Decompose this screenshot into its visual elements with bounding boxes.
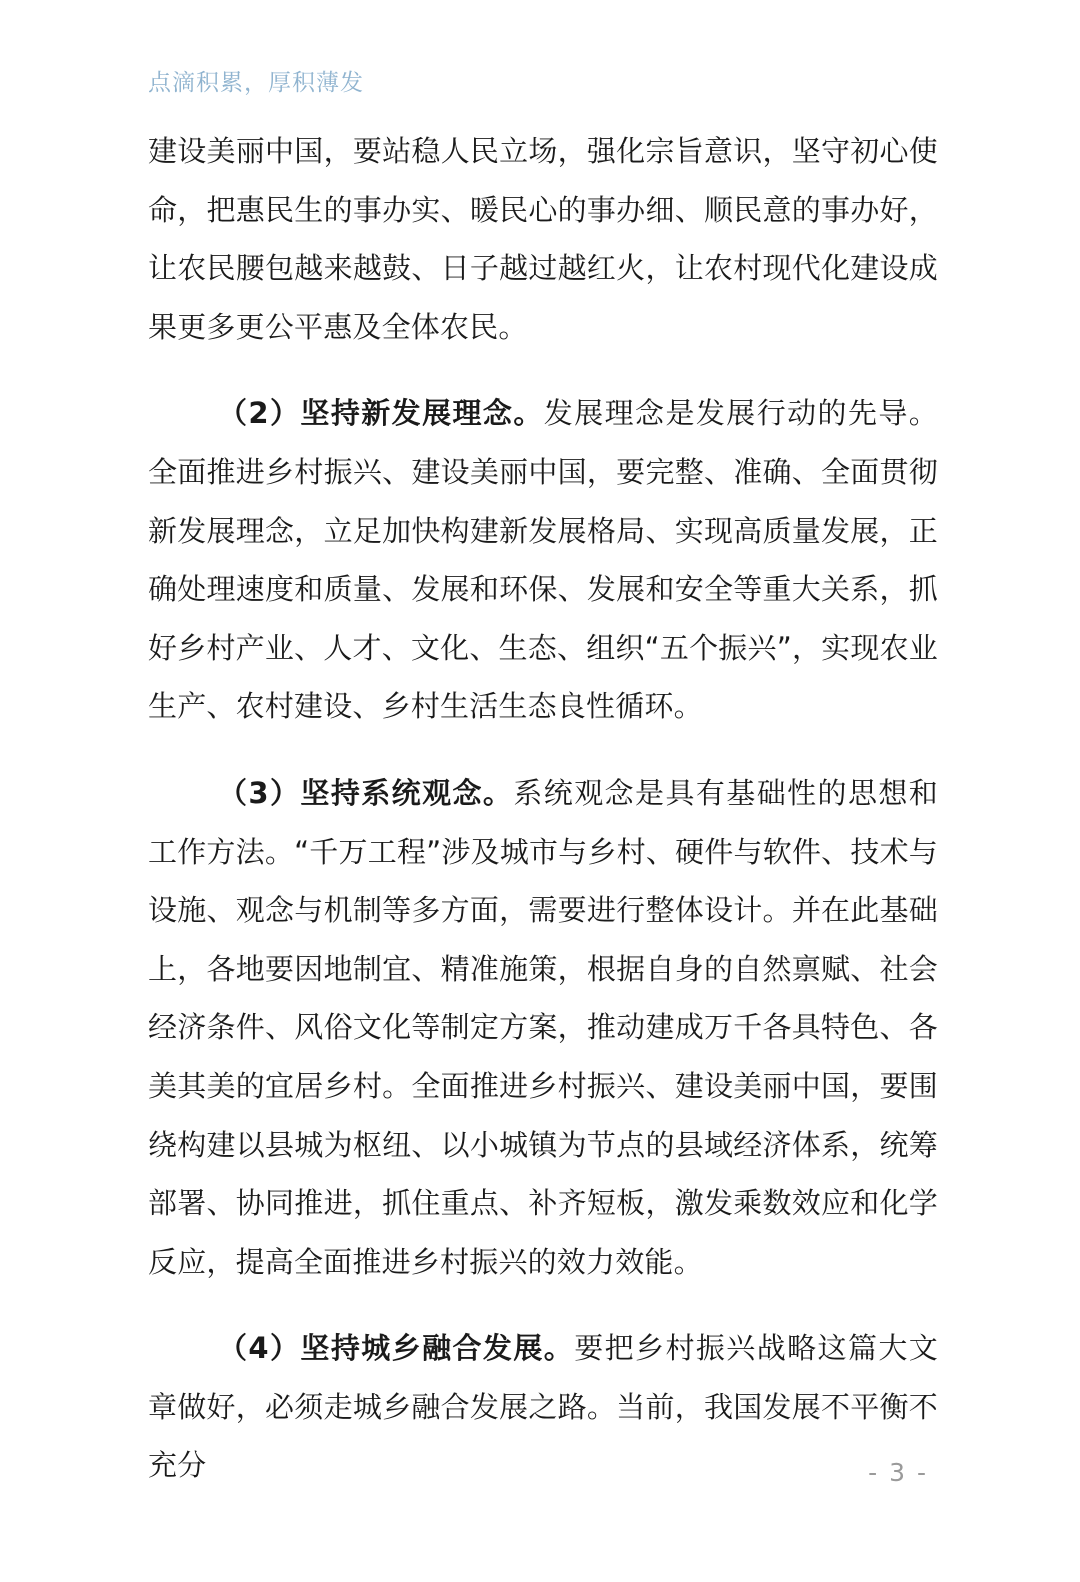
document-body [148,122,938,1495]
paragraph-1-body: 建设美丽中国，要站稳人民立场，强化宗旨意识，坚守初心使命，把惠民生的事办实、暖民心的事办细、顺民意的事办好，让农民腰包越来越鼓、日子越过越红火，让农村现代化建设成果更多更公平惠及全体农民。 [148,134,938,344]
paragraph-3-body: 系统观念是具有基础性的思想和工作方法。“千万工程”涉及城市与乡村、硬件与软件、技术与设施、观念与机制等多方面，需要进行整体设计。并在此基础上，各地要因地制宜、精准施策，根据自身的自然禀赋、社会经济条件、风俗文化等制定方案，推动建成万千各具特色、各美其美的宜居乡村。全面推进乡村振兴、建设美丽中国，要围绕构建以县城为枢纽、以小城镇为节点的县域经济体系，统筹部署、协同推进，抓住重点、补齐短板，激发乘数效应和化学反应，提高全面推进乡村振兴的效力效能。 [148,775,938,1279]
paragraph-2-heading: （2）坚持新发展理念。 [218,396,544,431]
paragraph-4-heading: （4）坚持城乡融合发展。 [218,1331,575,1366]
paragraph-2-body: 发展理念是发展行动的先导。全面推进乡村振兴、建设美丽中国，要完整、准确、全面贯彻新发展理念，立足加快构建新发展格局、实现高质量发展，正确处理速度和质量、发展和环保、发展和安全等重大关系，抓好乡村产业、人才、文化、生态、组织“五个振兴”，实现农业生产、农村建设、乡村生活生态良性循环。 [148,396,938,724]
running-header: 点滴积累，厚积薄发 [148,70,364,96]
paragraph-4 [148,1319,938,1495]
paragraph-3-heading: （3）坚持系统观念。 [218,775,514,810]
page-number: - 3 - [868,1458,928,1487]
paragraph-1 [148,122,938,356]
paragraph-2 [148,384,938,736]
paragraph-4-body: 要把乡村振兴战略这篇大文章做好，必须走城乡融合发展之路。当前，我国发展不平衡不充分 [148,1331,938,1483]
paragraph-3 [148,764,938,1291]
